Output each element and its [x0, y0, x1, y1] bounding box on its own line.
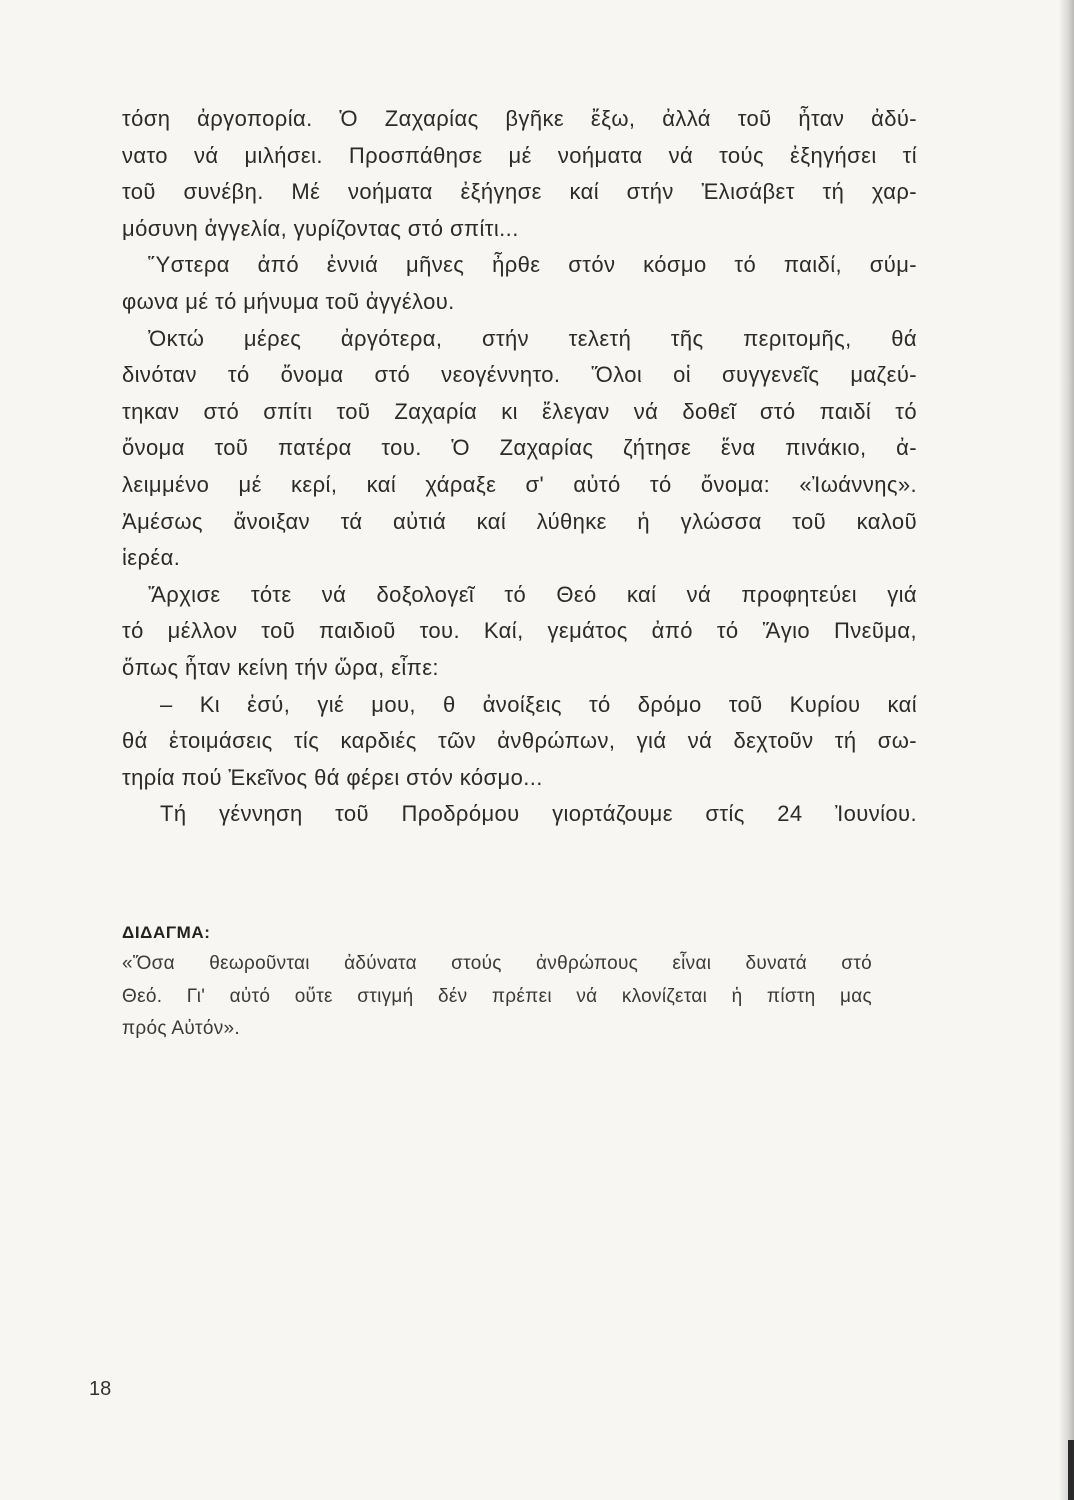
text-line: Ὕστερα ἀπό ἐννιά μῆνες ἦρθε στόν κόσμο τό παιδί, σύμ-: [148, 252, 917, 278]
text-line: Ἄρχισε τότε νά δοξολογεῖ τό Θεό καί νά προφητεύει γιά: [148, 581, 917, 607]
text-line: Ὀκτώ μέρες ἀργότερα, στήν τελετή τῆς περιτομῆς, θά: [148, 325, 917, 351]
text-line: νατο νά μιλήσει. Προσπάθησε μέ νοήματα νά τούς ἐξηγήσει τί: [122, 142, 917, 168]
text-line: τηκαν στό σπίτι τοῦ Ζαχαρία κι ἔλεγαν νά δοθεῖ στό παιδί τό: [122, 398, 917, 424]
lesson-line: πρός Αὐτόν».: [122, 1018, 240, 1039]
text-line: δινόταν τό ὄνομα στό νεογέννητο. Ὅλοι οἱ συγγενεῖς μαζεύ-: [122, 362, 917, 388]
main-text: [122, 101, 917, 833]
text-line: ὄνομα τοῦ πατέρα του. Ὁ Ζαχαρίας ζήτησε ἕνα πινάκιο, ἀ-: [122, 435, 917, 461]
text-line: τηρία πού Ἐκεῖνος θά φέρει στόν κόσμο...: [122, 764, 543, 790]
text-line: λειμμένο μέ κερί, καί χάραξε σ' αὐτό τό ὄνομα: «Ἰωάννης».: [122, 471, 917, 497]
text-line: θά ἑτοιμάσεις τίς καρδιές τῶν ἀνθρώπων, γιά νά δεχτοῦν τή σω-: [122, 728, 917, 754]
text-line: Τή γέννηση τοῦ Προδρόμου γιορτάζουμε στίς 24 Ἰουνίου.: [160, 801, 917, 827]
page-number: 18: [89, 1378, 112, 1400]
text-line: ὅπως ἦταν κείνη τήν ὥρα, εἶπε:: [122, 654, 439, 680]
page-edge-shadow: [1060, 0, 1074, 1500]
lesson-line: «Ὅσα θεωροῦνται ἀδύνατα στούς ἀνθρώπους εἶναι δυνατά στό: [122, 953, 872, 974]
text-line: μόσυνη ἀγγελία, γυρίζοντας στό σπίτι...: [122, 215, 519, 241]
text-line: Ἀμέσως ἄνοιξαν τά αὐτιά καί λύθηκε ἡ γλώσσα τοῦ καλοῦ: [122, 508, 917, 534]
text-line: φωνα μέ τό μήνυμα τοῦ ἀγγέλου.: [122, 288, 455, 314]
lesson-box: [122, 918, 872, 1046]
text-line: τό μέλλον τοῦ παιδιοῦ του. Καί, γεμάτος ἀπό τό Ἅγιο Πνεῦμα,: [122, 618, 917, 644]
text-line: ἱερέα.: [122, 545, 181, 571]
text-line: τόση ἀργοπορία. Ὁ Ζαχαρίας βγῆκε ἔξω, ἀλλά τοῦ ἦταν ἀδύ-: [122, 106, 917, 131]
lesson-title: ΔΙΔΑΓΜΑ:: [122, 923, 211, 942]
text-line: – Κι ἐσύ, γιέ μου, θ ἀνοίξεις τό δρόμο τοῦ Κυρίου καί: [160, 691, 917, 717]
lesson-line: Θεό. Γι' αὐτό οὔτε στιγμή δέν πρέπει νά κλονίζεται ἡ πίστη μας: [122, 985, 872, 1007]
text-line: τοῦ συνέβη. Μέ νοήματα ἐξήγησε καί στήν Ἐλισάβετ τή χαρ-: [122, 179, 917, 205]
page-corner-mark: [1068, 1440, 1074, 1500]
